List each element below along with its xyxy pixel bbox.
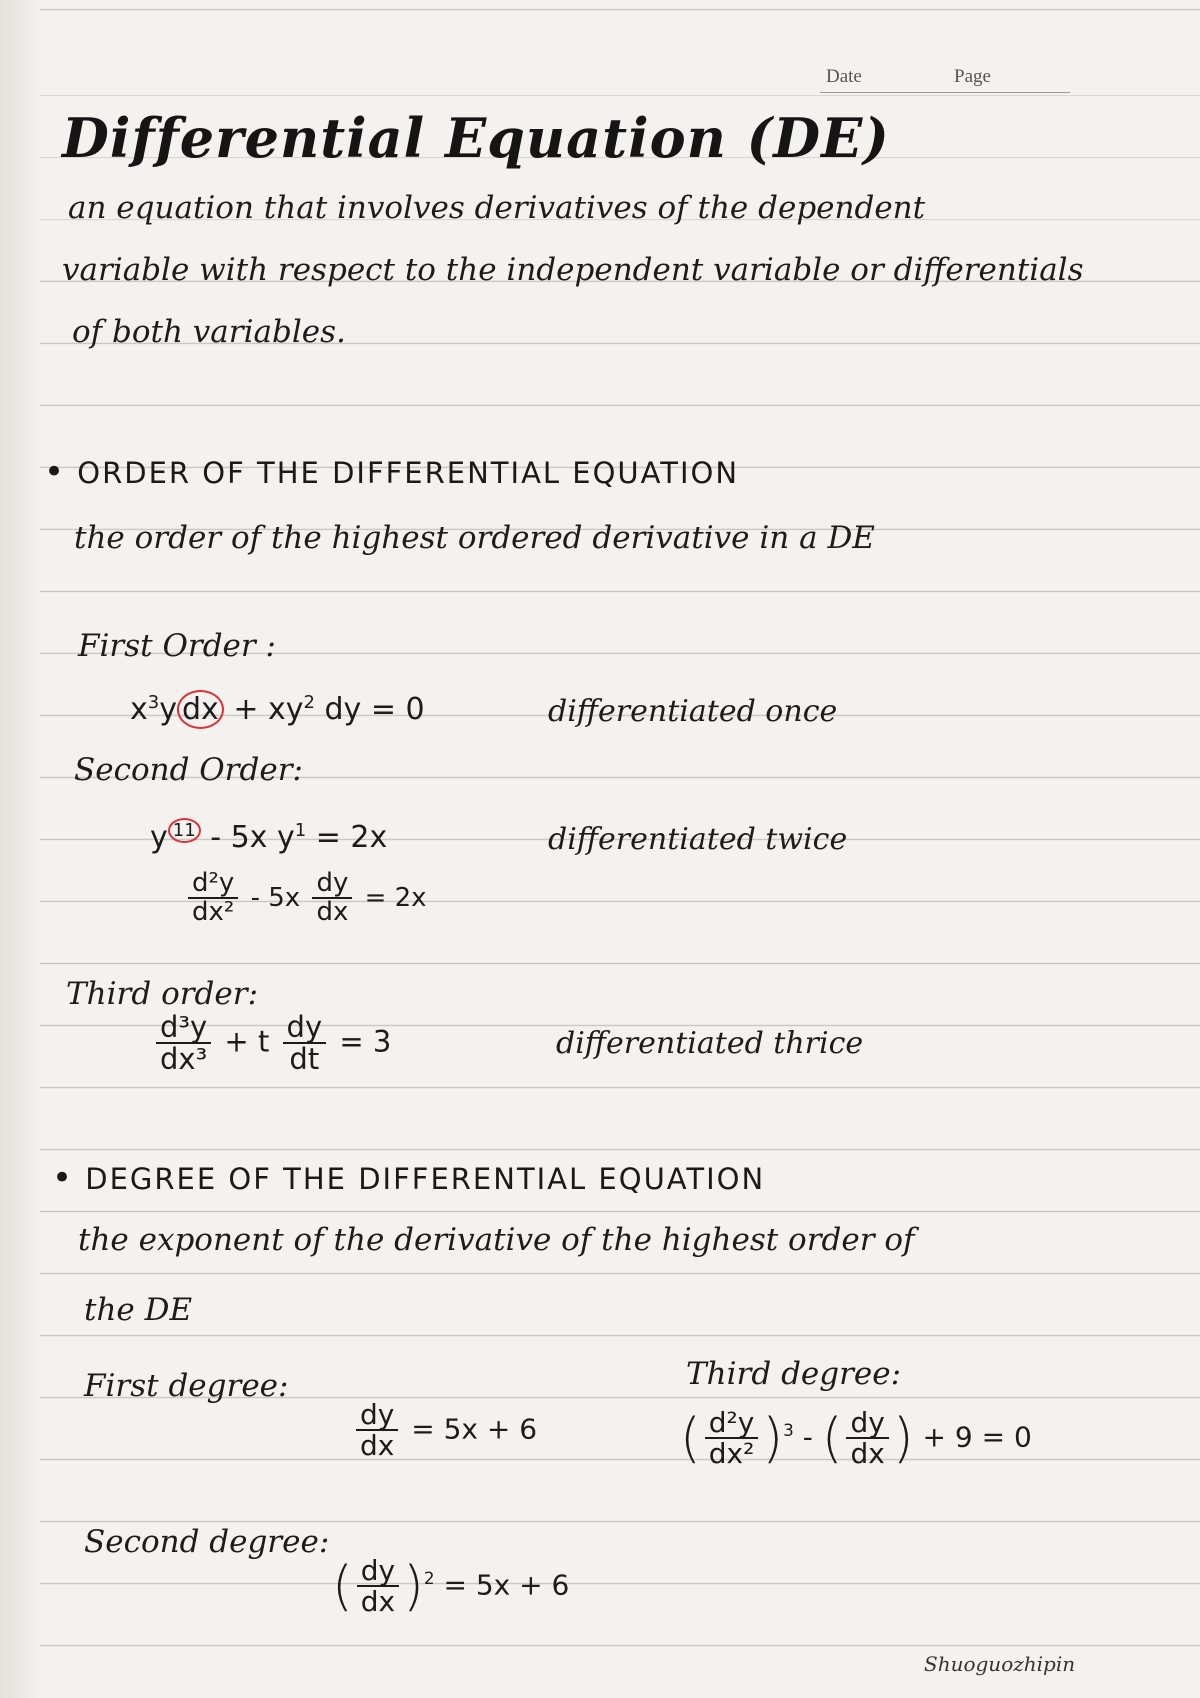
second-degree-equation (332, 1556, 569, 1617)
eq-result: = 2x (364, 882, 427, 913)
third-degree-label: Third degree: (686, 1356, 902, 1392)
eq-y: y (150, 820, 168, 855)
second-order-leibniz-equation (184, 870, 427, 927)
eq-x-exponent: 3 (147, 692, 160, 713)
fraction-numerator: dy (356, 1400, 398, 1431)
fraction-numerator: dy (283, 1012, 327, 1044)
eq-minus: - (802, 1420, 813, 1454)
second-degree-label: Second degree: (84, 1524, 330, 1560)
fraction-dy-dt (283, 1012, 327, 1075)
signature: Shuoguozhipin (924, 1652, 1076, 1676)
degree-heading-text: DEGREE OF THE DIFFERENTIAL EQUATION (85, 1162, 766, 1196)
eq-xy: + xy (233, 692, 304, 727)
fraction-numerator: d³y (156, 1012, 211, 1044)
fraction-denominator: dx (360, 1585, 396, 1619)
fraction-d2y-dx2 (705, 1408, 759, 1469)
eq-result: = 5x + 6 (443, 1568, 570, 1602)
eq-5x: - 5x (250, 882, 301, 913)
order-heading (44, 452, 739, 492)
order-definition: the order of the highest ordered derivative in a DE (74, 520, 875, 556)
right-paren: ) (762, 1406, 784, 1469)
fraction-denominator: dx³ (160, 1042, 208, 1077)
third-order-label: Third order: (66, 976, 259, 1012)
fraction-denominator: dt (289, 1042, 320, 1077)
first-order-note: differentiated once (548, 694, 838, 729)
fraction-denominator: dx (850, 1437, 885, 1471)
eq-result: + 9 = 0 (922, 1420, 1032, 1454)
definition-line-2: variable with respect to the independent variable or differentials (62, 252, 1084, 288)
fraction-dy-dx (846, 1408, 888, 1469)
definition-line-1: an equation that involves derivatives of the dependent (68, 190, 926, 226)
fraction-numerator: dy (312, 870, 352, 899)
degree-definition-line-1: the exponent of the derivative of the highest order of (78, 1222, 915, 1258)
right-paren: ) (892, 1406, 914, 1469)
fraction-dy-dx (356, 1400, 398, 1461)
third-degree-equation (680, 1408, 1032, 1469)
fraction-numerator: d²y (188, 870, 238, 899)
date-label: Date (826, 66, 862, 87)
left-paren: ( (332, 1554, 353, 1617)
fraction-denominator: dx² (192, 897, 235, 928)
circled-second-derivative: 11 (168, 818, 201, 843)
degree-heading (52, 1158, 765, 1198)
degree-definition-line-2: the DE (84, 1292, 193, 1328)
second-order-label: Second Order: (74, 752, 303, 788)
left-paren: ( (821, 1406, 843, 1469)
fraction-denominator: dx² (708, 1437, 755, 1471)
eq-y-exponent: 2 (303, 692, 315, 713)
page-title: Differential Equation (DE) (62, 106, 890, 170)
first-order-equation (130, 692, 425, 727)
circled-dx: dx (177, 690, 224, 729)
eq-result: = 5x + 6 (411, 1412, 538, 1446)
third-order-note: differentiated thrice (556, 1026, 864, 1061)
fraction-d3y-dx3 (156, 1012, 211, 1075)
fraction-dy-dx (357, 1556, 399, 1617)
first-degree-equation (352, 1400, 537, 1461)
cube-exponent: 3 (783, 1420, 794, 1441)
second-order-equation (150, 820, 387, 855)
eq-plus-t: + t (224, 1024, 270, 1059)
eq-result: = 3 (339, 1024, 392, 1059)
left-paren: ( (680, 1406, 701, 1469)
eq-y: y (159, 692, 177, 727)
second-order-note: differentiated twice (548, 822, 848, 857)
eq-dy: dy = 0 (324, 692, 425, 727)
first-order-label: First Order : (78, 628, 277, 664)
fraction-numerator: d²y (705, 1408, 759, 1439)
square-exponent: 2 (423, 1568, 435, 1589)
fraction-dy-dx (312, 870, 352, 927)
eq-result: = 2x (315, 820, 388, 855)
fraction-numerator: dy (846, 1408, 888, 1439)
definition-line-3: of both variables. (72, 314, 346, 350)
order-heading-text: ORDER OF THE DIFFERENTIAL EQUATION (77, 456, 740, 490)
first-degree-label: First degree: (84, 1368, 289, 1404)
fraction-denominator: dx (360, 1429, 395, 1463)
third-order-equation (152, 1012, 391, 1075)
header-underline (820, 92, 1070, 93)
eq-5xy: - 5x y (210, 820, 295, 855)
eq-x: x (130, 692, 148, 727)
page-margin (0, 0, 40, 1698)
page-label: Page (954, 66, 991, 87)
right-paren: ) (403, 1554, 424, 1617)
eq-prime: 1 (294, 820, 307, 841)
fraction-d2y-dx2 (188, 870, 238, 927)
fraction-numerator: dy (357, 1556, 399, 1587)
fraction-denominator: dx (316, 897, 349, 928)
